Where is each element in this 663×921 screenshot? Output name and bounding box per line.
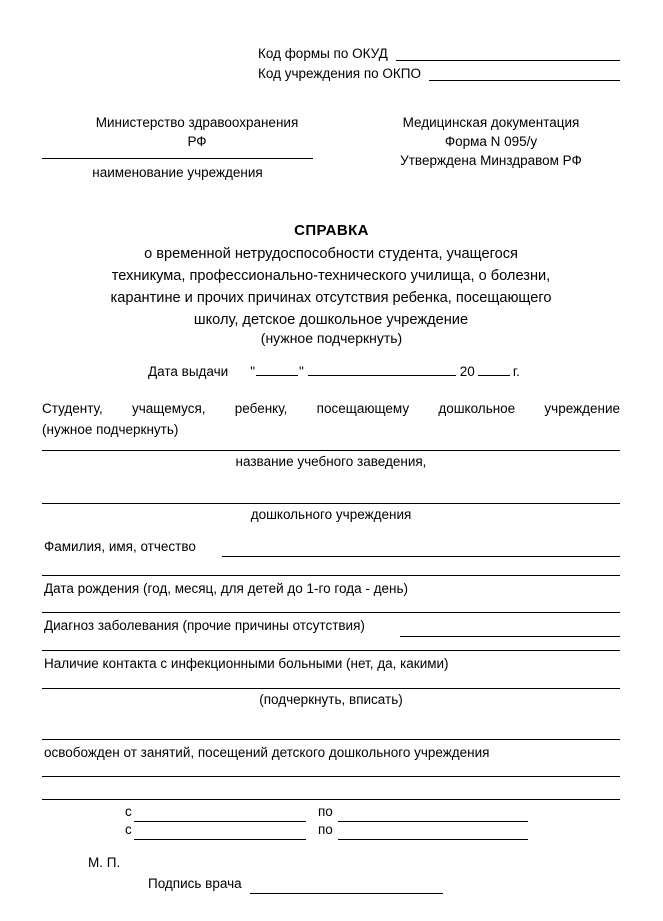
period-1-from-input[interactable] [134, 821, 306, 822]
exempt-rule-top[interactable] [42, 739, 620, 740]
ministry-line-2: РФ [187, 134, 207, 149]
okpo-input-line[interactable] [429, 68, 620, 81]
student-category-paragraph [42, 398, 620, 440]
diagnosis-rule-top[interactable] [42, 612, 620, 613]
period-1-to-input[interactable] [338, 821, 528, 822]
underline-fill-rule[interactable] [42, 688, 620, 689]
birth-date-rule-top[interactable] [42, 575, 620, 576]
code-block [258, 44, 620, 84]
subtitle-line-4: школу, детское дошкольное учреждение [193, 312, 469, 328]
page-title: СПРАВКА [294, 222, 369, 239]
issue-date-row [148, 362, 520, 379]
okud-input-line[interactable] [396, 48, 620, 61]
ministry-line-1: Министерство здравоохранения [95, 115, 299, 130]
title-underline-note: (нужное подчеркнуть) [260, 330, 403, 346]
issue-year-input[interactable] [478, 362, 510, 376]
issue-year-prefix: 20 [459, 364, 475, 379]
fio-label: Фамилия, имя, отчество [44, 539, 196, 554]
contact-label: Наличие контакта с инфекционными больными (нет, да, какими) [44, 656, 449, 671]
period-2-from-label: с [125, 822, 132, 837]
fio-input-line[interactable] [222, 556, 620, 557]
institution-name-caption: наименование учреждения [92, 165, 263, 180]
period-1-from-label: с [125, 804, 132, 819]
okud-code-row [258, 44, 620, 64]
issue-quote-close: " [298, 364, 304, 379]
doc-info-block [352, 113, 630, 170]
institution-name-rule[interactable] [42, 158, 313, 159]
school-name-caption: название учебного заведения, [235, 454, 427, 469]
period-2-to-label: по [318, 822, 333, 837]
signature-input-line[interactable] [250, 893, 443, 894]
okpo-code-row [258, 64, 620, 84]
issue-date-label: Дата выдачи [148, 364, 229, 379]
exempt-blank-rule-1[interactable] [42, 776, 620, 777]
subtitle-line-2: техникума, профессионально-технического училища, о болезни, [111, 268, 551, 284]
okpo-label: Код учреждения по ОКПО [258, 66, 421, 81]
doc-info-line-1: Медицинская документация [402, 115, 580, 130]
subtitle-line-3: карантине и прочих причинах отсутствия ребенка, посещающего [110, 290, 552, 306]
preschool-name-rule[interactable] [42, 503, 620, 504]
issue-year-suffix: г. [512, 364, 520, 379]
exempt-blank-rule-2[interactable] [42, 799, 620, 800]
student-category-line: Студенту, учащемуся, ребенку, посещающему дошкольное учреждение [42, 401, 620, 416]
preschool-name-caption: дошкольного учреждения [250, 507, 412, 522]
birth-date-label: Дата рождения (год, месяц, для детей до 1-го года - день) [44, 581, 408, 596]
diagnosis-label: Диагноз заболевания (прочие причины отсутствия) [44, 618, 365, 633]
underline-fill-note: (подчеркнуть, вписать) [259, 692, 403, 707]
okud-label: Код формы по ОКУД [258, 46, 388, 61]
contact-rule-top[interactable] [42, 650, 620, 651]
period-2-from-input[interactable] [134, 839, 306, 840]
issue-quote-open: " [250, 364, 255, 379]
doc-info-line-3: Утверждена Минздравом РФ [400, 153, 582, 168]
ministry-block [42, 113, 352, 151]
period-2-to-input[interactable] [338, 839, 528, 840]
student-category-note: (нужное подчеркнуть) [42, 422, 179, 437]
doc-info-line-2: Форма N 095/у [444, 134, 538, 149]
subtitle-line-1: о временной нетрудоспособности студента, учащегося [144, 246, 518, 262]
issue-month-input[interactable] [308, 362, 456, 376]
issue-day-input[interactable] [256, 362, 298, 376]
signature-label: Подпись врача [148, 876, 242, 891]
period-1-to-label: по [318, 804, 333, 819]
page-subtitle [42, 243, 620, 331]
diagnosis-input-line[interactable] [400, 636, 620, 637]
school-name-rule[interactable] [42, 450, 620, 451]
exempt-label: освобожден от занятий, посещений детского дошкольного учреждения [44, 745, 490, 760]
stamp-placeholder-label: М. П. [88, 855, 121, 870]
